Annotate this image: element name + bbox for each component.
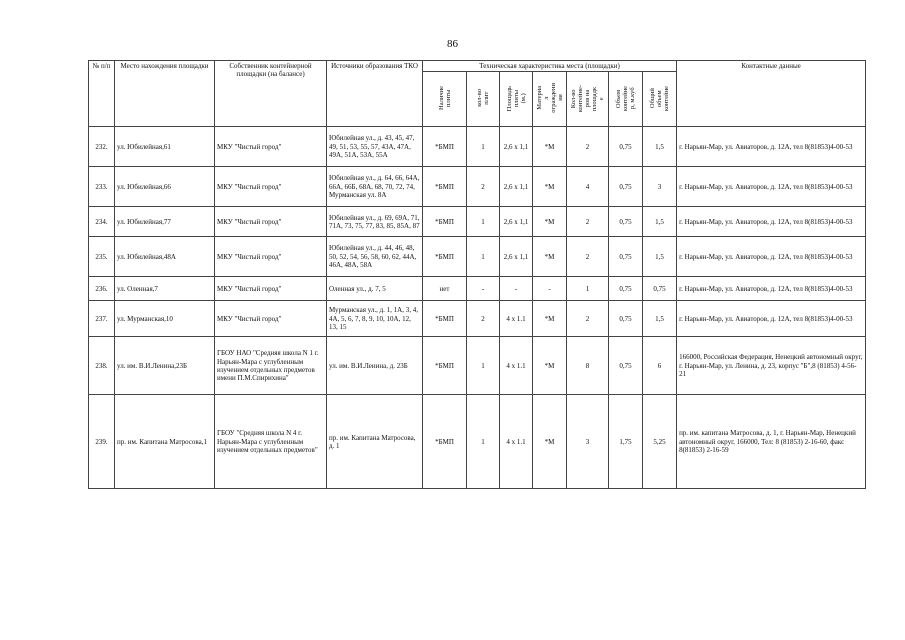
cell-containers: 2: [567, 127, 609, 167]
cell-plate: нет: [423, 277, 467, 301]
cell-num: 238.: [89, 337, 115, 395]
table-header: [89, 61, 866, 127]
cell-num: 239.: [89, 395, 115, 489]
cell-place: ул. Юбилейная,66: [115, 167, 215, 207]
cell-owner: ГБОУ "Средняя школа N 4 г. Нарьян-Мара с углубленным изучением отдельных предметов": [215, 395, 327, 489]
cell-plate: *БМП: [423, 395, 467, 489]
cell-area: 4 х 1.1: [500, 395, 533, 489]
header-num: № п/п: [89, 61, 115, 127]
cell-num: 233.: [89, 167, 115, 207]
cell-place: ул. Юбилейная,77: [115, 207, 215, 237]
cell-count: 2: [467, 167, 500, 207]
cell-containers: 1: [567, 277, 609, 301]
cell-sources: Оленная ул., д. 7, 5: [327, 277, 423, 301]
cell-owner: МКУ "Чистый город": [215, 207, 327, 237]
cell-count: 2: [467, 301, 500, 337]
header-sources: Источники образования ТКО: [327, 61, 423, 127]
cell-total: 1,5: [643, 237, 677, 277]
cell-area: 2,6 х 1,1: [500, 127, 533, 167]
cell-contacts: пр. им. капитана Матросова, д. 1, г. Нарьян-Мар, Ненецкий автономный округ, 166000, Тел: 8 (81853) 2-16-60, факс 8(81853) 2-16-59: [677, 395, 866, 489]
cell-volume: 0,75: [609, 237, 643, 277]
cell-owner: МКУ "Чистый город": [215, 237, 327, 277]
cell-material: *М: [533, 337, 567, 395]
cell-material: *М: [533, 395, 567, 489]
cell-volume: 0,75: [609, 207, 643, 237]
cell-place: ул. Юбилейная,48А: [115, 237, 215, 277]
cell-area: 2,6 х 1,1: [500, 167, 533, 207]
cell-area: 2,6 х 1,1: [500, 207, 533, 237]
cell-area: 2,6 х 1,1: [500, 237, 533, 277]
cell-count: 1: [467, 237, 500, 277]
page-number: 86: [447, 38, 458, 50]
cell-area: 4 х 1.1: [500, 301, 533, 337]
header-sub-count: кол-во плит: [467, 72, 500, 127]
cell-contacts: 166000, Российская Федерация, Ненецкий автономный округ, г. Нарьян-Мар, ул. Ленина, д. 23, корпус "Б",8 (81853) 4-56-21: [677, 337, 866, 395]
cell-owner: МКУ "Чистый город": [215, 277, 327, 301]
cell-sources: Юбилейная ул., д. 64, 66, 64А, 66А, 66Б, 68А, 68, 70, 72, 74, Мурманская ул. 8А: [327, 167, 423, 207]
cell-plate: *БМП: [423, 301, 467, 337]
cell-plate: *БМП: [423, 337, 467, 395]
header-sub-area: Площадь плиты (м.): [500, 72, 533, 127]
cell-owner: МКУ "Чистый город": [215, 167, 327, 207]
cell-total: 6: [643, 337, 677, 395]
table-row: [89, 337, 866, 395]
container-sites-table: [88, 60, 866, 489]
cell-contacts: г. Нарьян-Мар, ул. Авиаторов, д. 12А, тел 8(81853)4-00-53: [677, 277, 866, 301]
cell-total: 1,5: [643, 127, 677, 167]
cell-plate: *БМП: [423, 237, 467, 277]
cell-sources: Мурманская ул., д. 1, 1А, 3, 4, 4А, 5, 6, 7, 8, 9, 10, 10А, 12, 13, 15: [327, 301, 423, 337]
cell-material: *М: [533, 167, 567, 207]
cell-containers: 8: [567, 337, 609, 395]
table-row: [89, 237, 866, 277]
cell-count: 1: [467, 207, 500, 237]
cell-total: 3: [643, 167, 677, 207]
cell-area: -: [500, 277, 533, 301]
cell-num: 235.: [89, 237, 115, 277]
cell-count: 1: [467, 395, 500, 489]
cell-place: ул. Оленная,7: [115, 277, 215, 301]
header-sub-total: Общий объем контейне: [643, 72, 677, 127]
cell-contacts: г. Нарьян-Мар, ул. Авиаторов, д. 12А, тел 8(81853)4-00-53: [677, 237, 866, 277]
table-row: [89, 277, 866, 301]
cell-sources: Юбилейная ул., д. 44, 46, 48, 50, 52, 54, 56, 58, 60, 62, 44А, 46А, 48А, 58А: [327, 237, 423, 277]
cell-num: 237.: [89, 301, 115, 337]
header-sub-containers: Кол-во контейне- ров на площадк е: [567, 72, 609, 127]
cell-sources: ул. им. В.И.Ленина, д. 23Б: [327, 337, 423, 395]
cell-volume: 1,75: [609, 395, 643, 489]
table-body: [89, 127, 866, 489]
cell-material: *М: [533, 127, 567, 167]
cell-plate: *БМП: [423, 127, 467, 167]
table-row: [89, 127, 866, 167]
cell-contacts: г. Нарьян-Мар, ул. Авиаторов, д. 12А, тел 8(81853)4-00-53: [677, 207, 866, 237]
cell-num: 234.: [89, 207, 115, 237]
cell-owner: МКУ "Чистый город": [215, 127, 327, 167]
cell-containers: 2: [567, 237, 609, 277]
cell-sources: Юбилейная ул., д. 43, 45, 47, 49, 51, 53, 55, 57, 43А, 47А, 49А, 51А, 53А, 55А: [327, 127, 423, 167]
cell-count: -: [467, 277, 500, 301]
cell-plate: *БМП: [423, 207, 467, 237]
cell-contacts: г. Нарьян-Мар, ул. Авиаторов, д. 12А, тел 8(81853)4-00-53: [677, 301, 866, 337]
cell-place: ул. им. В.И.Ленина,23Б: [115, 337, 215, 395]
header-sub-plate: Наличие плиты: [423, 72, 467, 127]
cell-count: 1: [467, 337, 500, 395]
cell-total: 1,5: [643, 207, 677, 237]
table-row: [89, 395, 866, 489]
header-tech: Техническая характеристика места (площадки): [423, 61, 677, 72]
table-row: [89, 207, 866, 237]
header-place: Место нахождения площадки: [115, 61, 215, 127]
cell-volume: 0,75: [609, 167, 643, 207]
cell-plate: *БМП: [423, 167, 467, 207]
cell-volume: 0,75: [609, 127, 643, 167]
cell-num: 236.: [89, 277, 115, 301]
cell-num: 232.: [89, 127, 115, 167]
header-contacts: Контактные данные: [677, 61, 866, 127]
cell-owner: МКУ "Чистый город": [215, 301, 327, 337]
header-sub-material: Материа л ограждени ия: [533, 72, 567, 127]
cell-material: *М: [533, 237, 567, 277]
cell-material: -: [533, 277, 567, 301]
table-row: [89, 301, 866, 337]
cell-contacts: г. Нарьян-Мар, ул. Авиаторов, д. 12А, тел 8(81853)4-00-53: [677, 167, 866, 207]
table-row: [89, 167, 866, 207]
header-sub-volume: Объем контейне р, м.куб: [609, 72, 643, 127]
cell-volume: 0,75: [609, 277, 643, 301]
cell-volume: 0,75: [609, 301, 643, 337]
cell-total: 0,75: [643, 277, 677, 301]
cell-place: ул. Юбилейная,61: [115, 127, 215, 167]
cell-contacts: г. Нарьян-Мар, ул. Авиаторов, д. 12А, тел 8(81853)4-00-53: [677, 127, 866, 167]
cell-place: пр. им. Капитана Матросова,1: [115, 395, 215, 489]
cell-owner: ГБОУ НАО "Средняя школа N 1 г. Нарьян-Мара с углубленным изучением отдельных предметов имени П.М.Спирихина": [215, 337, 327, 395]
cell-material: *М: [533, 207, 567, 237]
cell-total: 5,25: [643, 395, 677, 489]
header-owner: Собственник контейнерной площадки (на балансе): [215, 61, 327, 127]
cell-material: *М: [533, 301, 567, 337]
cell-sources: пр. им. Капитана Матросова, д. 1: [327, 395, 423, 489]
cell-containers: 2: [567, 207, 609, 237]
cell-containers: 2: [567, 301, 609, 337]
cell-volume: 0,75: [609, 337, 643, 395]
cell-count: 1: [467, 127, 500, 167]
cell-containers: 4: [567, 167, 609, 207]
cell-containers: 3: [567, 395, 609, 489]
cell-total: 1,5: [643, 301, 677, 337]
cell-sources: Юбилейная ул., д. 69, 69А, 71, 71А, 73, 75, 77, 83, 85, 85А, 87: [327, 207, 423, 237]
cell-place: ул. Мурманская,10: [115, 301, 215, 337]
cell-area: 4 х 1.1: [500, 337, 533, 395]
